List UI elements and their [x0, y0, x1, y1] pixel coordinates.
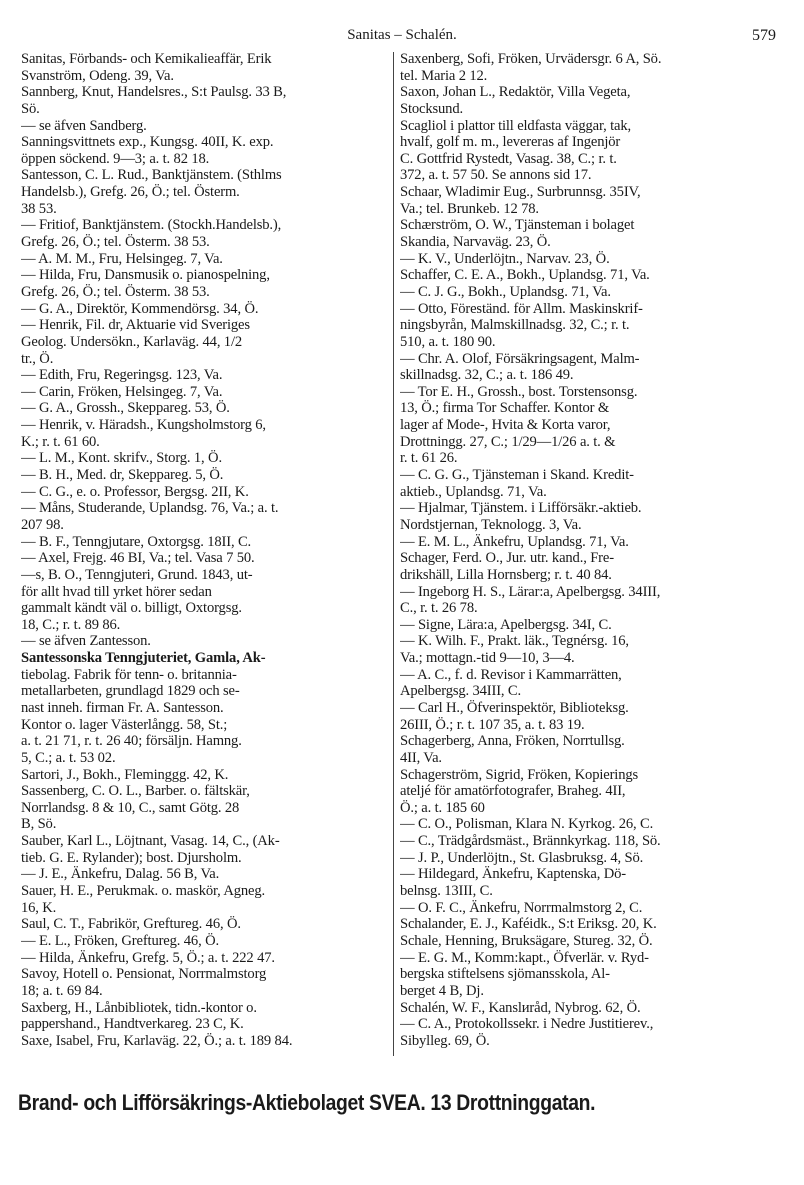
directory-line: — G. A., Direktör, Kommendörsg. 34, Ö. [21, 300, 259, 317]
directory-line: — Axel, Frejg. 46 BI, Va.; tel. Vasa 7 50. [21, 550, 255, 567]
directory-line: 510, a. t. 180 90. [400, 333, 496, 350]
directory-line: Schaar, Wladimir Eug., Surbrunnsg. 35IV, [400, 184, 641, 201]
directory-line: Drottningg. 27, C.; 1/29—1/26 a. t. & [400, 433, 616, 450]
directory-line: Savoy, Hotell o. Pensionat, Norrmalmstorg [21, 966, 267, 983]
directory-line: Norrlandsg. 8 & 10, C., samt Götg. 28 [21, 799, 240, 816]
directory-line: — Edith, Fru, Regeringsg. 123, Va. [21, 367, 223, 384]
directory-line: — C. J. G., Bokh., Uplandsg. 71, Va. [400, 283, 611, 300]
directory-line: — K. Wilh. F., Prakt. läk., Tegnérsg. 16, [400, 633, 629, 650]
directory-line: Va.; tel. Brunkeb. 12 78. [400, 200, 539, 217]
directory-line: 4II, Va. [400, 749, 442, 766]
directory-line: — C. O., Polisman, Klara N. Kyrkog. 26, C. [400, 816, 654, 833]
directory-line: Schagerström, Sigrid, Fröken, Kopierings [400, 766, 639, 783]
page-number: 579 [752, 27, 776, 44]
directory-line: Skandia, Narvaväg. 23, Ö. [400, 234, 551, 251]
directory-line: Grefg. 26, Ö.; tel. Österm. 38 53. [21, 283, 210, 300]
directory-line: Ö.; a. t. 185 60 [400, 799, 485, 816]
directory-line: — J. P., Underlöjtn., St. Glasbruksg. 4, Sö. [400, 849, 644, 866]
directory-line: Saxenberg, Sofi, Fröken, Urvädersgr. 6 A, Sö. [400, 51, 662, 67]
directory-line: pappershand., Handtverkareg. 23 C, K. [21, 1016, 244, 1033]
column-divider [393, 52, 394, 1056]
directory-line: Schager, Ferd. O., Jur. utr. kand., Fre- [400, 550, 614, 567]
directory-line: Sanningsvittnets exp., Kungsg. 40II, K. exp. [21, 134, 274, 151]
directory-line: Saxberg, H., Lånbibliotek, tidn.-kontor o. [21, 999, 257, 1016]
page-header [0, 27, 804, 51]
directory-line: — Henrik, v. Häradsh., Kungsholmstorg 6, [21, 417, 266, 434]
directory-line: — Carin, Fröken, Helsingeg. 7, Va. [21, 383, 223, 400]
directory-line: Kontor o. lager Västerlångg. 58, St.; [21, 716, 228, 733]
directory-line: Grefg. 26, Ö.; tel. Österm. 38 53. [21, 234, 210, 251]
directory-line: r. t. 61 26. [400, 450, 458, 467]
directory-line: — Fritiof, Banktjänstem. (Stockh.Handelsb.), [21, 217, 282, 234]
directory-line: 26III, Ö.; r. t. 107 35, a. t. 83 19. [400, 716, 585, 733]
directory-line: — se äfven Sandberg. [21, 117, 147, 134]
left-column [21, 51, 393, 1049]
directory-line: belnsg. 13III, C. [400, 883, 493, 900]
directory-line: Sartori, J., Bokh., Fleminggg. 42, K. [21, 766, 229, 783]
directory-line: — Hilda, Fru, Dansmusik o. pianospelning, [21, 267, 270, 284]
directory-line: Scagliol i plattor till eldfasta väggar, tak, [400, 117, 631, 134]
directory-line: — se äfven Zantesson. [21, 633, 151, 650]
directory-line: Saul, C. T., Fabrikör, Greftureg. 46, Ö. [21, 916, 241, 933]
directory-line: K.; r. t. 61 60. [21, 433, 100, 450]
directory-line: skillnadsg. 32, C.; a. t. 186 49. [400, 367, 574, 384]
directory-line: 13, Ö.; firma Tor Schaffer. Kontor & [400, 400, 610, 417]
directory-line: — B. H., Med. dr, Skeppareg. 5, Ö. [21, 467, 224, 484]
directory-line: gammalt kändt väl o. billigt, Oxtorgsg. [21, 600, 242, 617]
directory-line: — Henrik, Fil. dr, Aktuarie vid Sveriges [21, 317, 250, 334]
directory-line: — A. C., f. d. Revisor i Kammarrätten, [400, 666, 622, 683]
directory-line: — B. F., Tenngjutare, Oxtorgsg. 18II, C. [21, 533, 252, 550]
directory-line: Sibylleg. 69, Ö. [400, 1032, 490, 1049]
directory-line: — Otto, Föreständ. för Allm. Maskinskrif- [400, 300, 643, 317]
directory-line: Geolog. Undersökn., Karlaväg. 44, 1/2 [21, 333, 243, 350]
directory-line: berget 4 B, Dj. [400, 982, 484, 999]
right-column [400, 51, 778, 1049]
directory-line: 18; a. t. 69 84. [21, 982, 103, 999]
directory-line: — K. V., Underlöjtn., Narvav. 23, Ö. [400, 250, 610, 267]
directory-line: tr., Ö. [21, 350, 54, 367]
directory-line: ateljé för amatörfotografer, Braheg. 4II, [400, 783, 626, 800]
directory-line: Saxe, Isabel, Fru, Karlaväg. 22, Ö.; a. t. 189 84. [21, 1032, 293, 1049]
directory-line: — C. G., e. o. Professor, Bergsg. 2II, K. [21, 483, 249, 500]
directory-line: — E. M. L., Änkefru, Uplandsg. 71, Va. [400, 533, 629, 550]
directory-line: Santesson, C. L. Rud., Banktjänstem. (Sthlms [21, 167, 282, 184]
directory-line: — Ingeborg H. S., Lärar:a, Apelbergsg. 34III, [400, 583, 661, 600]
directory-line: tel. Maria 2 12. [400, 67, 488, 84]
directory-line: — G. A., Grossh., Skeppareg. 53, Ö. [21, 400, 230, 417]
directory-line: Schærström, O. W., Tjänsteman i bolaget [400, 217, 635, 234]
directory-line: Sauer, H. E., Perukmak. o. maskör, Agneg. [21, 883, 265, 900]
directory-line: ningsbyrån, Malmskillnadsg. 32, C.; r. t. [400, 317, 630, 334]
directory-line: — C. G. G., Tjänsteman i Skand. Kredit- [400, 467, 634, 484]
directory-line: Va.; mottagn.-tid 9—10, 3—4. [400, 650, 575, 667]
directory-line: C. Gottfrid Rystedt, Vasag. 38, C.; r. t. [400, 150, 617, 167]
directory-line: — O. F. C., Änkefru, Norrmalmstorg 2, C. [400, 899, 643, 916]
directory-line: öppen söckend. 9—3; a. t. 82 18. [21, 150, 210, 167]
directory-line: hvalf, golf m. m., levereras af Ingenjör [400, 134, 621, 151]
directory-line: — C. A., Protokollssekr. i Nedre Justitierev., [400, 1016, 654, 1033]
directory-line: Schalén, W. F., Kanslиråd, Nybrog. 62, Ö. [400, 999, 641, 1016]
directory-line: 38 53. [21, 200, 57, 217]
directory-line: — J. E., Änkefru, Dalag. 56 B, Va. [21, 866, 220, 883]
directory-line: —s, B. O., Tenngjuteri, Grund. 1843, ut- [21, 566, 253, 583]
directory-line: — C., Trädgårdsmäst., Brännkyrkag. 118, Sö. [400, 833, 661, 850]
directory-line: C., r. t. 26 78. [400, 600, 478, 617]
directory-line: Handelsb.), Grefg. 26, Ö.; tel. Österm. [21, 184, 240, 201]
directory-line: 207 98. [21, 516, 64, 533]
directory-line: Schagerberg, Anna, Fröken, Norrtullsg. [400, 733, 625, 750]
directory-line: aktieb., Uplandsg. 71, Va. [400, 483, 547, 500]
directory-line: Saxon, Johan L., Redaktör, Villa Vegeta, [400, 84, 631, 101]
directory-line: metallarbeten, grundlagd 1829 och se- [21, 683, 240, 700]
directory-line: Sauber, Karl L., Löjtnant, Vasag. 14, C., (Ak- [21, 833, 280, 850]
directory-line: Santessonska Tenngjuteriet, Gamla, Ak- [21, 650, 266, 667]
directory-line: — Signe, Lära:a, Apelbergsg. 34I, C. [400, 616, 612, 633]
directory-line: Schale, Henning, Bruksägare, Stureg. 32, Ö. [400, 932, 653, 949]
directory-line: Nordstjernan, Teknologg. 3, Va. [400, 516, 582, 533]
directory-line: — Hilda, Änkefru, Grefg. 5, Ö.; a. t. 222 47. [21, 949, 275, 966]
directory-line: — L. M., Kont. skrifv., Storg. 1, Ö. [21, 450, 222, 467]
directory-line: 5, C.; a. t. 53 02. [21, 749, 116, 766]
directory-line: — A. M. M., Fru, Helsingeg. 7, Va. [21, 250, 223, 267]
directory-line: — Måns, Studerande, Uplandsg. 76, Va.; a. t. [21, 500, 279, 517]
directory-line: Sannberg, Knut, Handelsres., S:t Paulsg. 33 B, [21, 84, 287, 101]
directory-line: lager af Mode-, Hvita & Korta varor, [400, 417, 611, 434]
directory-line: Schalander, E. J., Kaféidk., S:t Eriksg. 20, K. [400, 916, 657, 933]
directory-line: nast inneh. firman Fr. A. Santesson. [21, 699, 224, 716]
directory-line: Sassenberg, C. O. L., Barber. o. fältskär, [21, 783, 250, 800]
page-title: Sanitas – Schalén. [347, 27, 457, 43]
directory-line: Svanström, Odeng. 39, Va. [21, 67, 174, 84]
directory-line: — Tor E. H., Grossh., bost. Torstensonsg. [400, 383, 638, 400]
directory-line: — E. L., Fröken, Greftureg. 46, Ö. [21, 932, 219, 949]
directory-line: 16, K. [21, 899, 57, 916]
directory-line: 372, a. t. 57 50. Se annons sid 17. [400, 167, 592, 184]
directory-line: — Hildegard, Änkefru, Kaptenska, Dö- [400, 866, 627, 883]
directory-line: Apelbergsg. 34III, C. [400, 683, 522, 700]
directory-line: Schaffer, C. E. A., Bokh., Uplandsg. 71, Va. [400, 267, 650, 284]
directory-line: Stocksund. [400, 100, 463, 117]
directory-line: — Carl H., Öfverinspektör, Biblioteksg. [400, 699, 629, 716]
directory-line: 18, C.; r. t. 89 86. [21, 616, 121, 633]
directory-line: Sö. [21, 100, 40, 117]
directory-line: Sanitas, Förbands- och Kemikalieaffär, Erik [21, 51, 272, 67]
directory-line: bergska stiftelsens sjömansskola, Al- [400, 966, 610, 983]
directory-line: B, Sö. [21, 816, 57, 833]
directory-line: drikshäll, Lilla Hornsberg; r. t. 40 84. [400, 566, 612, 583]
directory-line: a. t. 21 71, r. t. 26 40; försäljn. Hamng. [21, 733, 242, 750]
directory-line: tieb. G. E. Rylander); bost. Djursholm. [21, 849, 242, 866]
directory-line: tiebolag. Fabrik för tenn- o. britannia- [21, 666, 237, 683]
directory-line: — Chr. A. Olof, Försäkringsagent, Malm- [400, 350, 640, 367]
directory-line: — E. G. M., Komm:kapt., Öfverlär. v. Ryd- [400, 949, 649, 966]
directory-line: — Hjalmar, Tjänstem. i Lifförsäkr.-aktieb. [400, 500, 642, 517]
advertisement-banner: Brand- och Lifförsäkrings-Aktiebolaget SVEA. 13 Drottninggatan. [18, 1090, 596, 1115]
directory-line: för allt hvad till yrket hörer sedan [21, 583, 212, 600]
